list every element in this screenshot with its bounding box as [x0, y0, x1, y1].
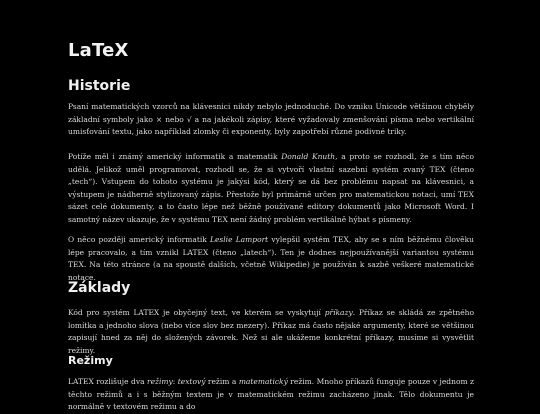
paragraph-historie-1: Psaní matematických vzorců na klávesnici nikdy nebylo jednoduché. Do vzniku Unicode většinou chyběly základní symboly jako × nebo √ a na jakékoli zápisy, které vyžadovaly zmenšování písma nebo vertikální umisťování textu, jako například zlomky či exponenty, byly zapotřebí různé podivné triky. — [68, 102, 474, 136]
text: LATEX rozlišuje dva — [68, 377, 148, 386]
term: režimy — [147, 377, 173, 386]
person-name: Donald Knuth — [281, 152, 336, 161]
text: Potíže měl i známý americký informatik a matematik — [68, 152, 282, 161]
page-title: LaTeX — [68, 40, 129, 61]
paragraph-historie-2 — [68, 151, 474, 226]
text: Kód pro systém LATEX je obyčejný text, ve kterém se vyskytují — [68, 308, 325, 317]
section-heading-rezimy: Režimy — [68, 354, 113, 367]
paragraph-historie-3 — [68, 234, 474, 284]
text: O něco později americký informatik — [68, 235, 210, 244]
text: režim. Mnoho příkazů funguje pouze v jednom z těchto režimů a i s běžným textem je v matematickém režimu zacházeno jinak. Tělo dokumentu je normálně v textovém režimu a do — [68, 377, 474, 411]
section-heading-historie: Historie — [68, 78, 131, 94]
person-name: Leslie Lamport — [210, 235, 269, 244]
section-heading-zaklady: Základy — [68, 280, 131, 296]
text: vylepšil systém TEX, aby se s ním běžnému člověku lépe pracovalo, a tím vznikl LATEX (čteno „latech“). Ten je dodnes nejpoužívanější variantou systému TEX. Na této stránce (a na spoustě dalších, včetně Wikipedie) je používán k sazbě veškeré matematické notace. — [68, 235, 474, 282]
article — [68, 40, 474, 411]
paragraph-rezimy — [68, 376, 474, 414]
text: . Příkaz se skládá ze zpětného lomítka a jednoho slova (nebo více slov bez mezery). Příkaz má často nějaké argumenty, které se většinou zapisují hned za něj do složených závorek. Než si ale ukážeme konkrétní příkazy, musíme si vysvětlit režimy. — [68, 308, 474, 355]
text: : — [172, 377, 178, 386]
term: matematický — [238, 377, 288, 386]
text: , a proto se rozhodl, že s tím něco udělá. Jelikož uměl programovat, rozhodl se, že si vytvoří vlastní sazební systém zvaný TEX (čteno „tech“). Vstupem do tohoto systému je jakýsi kód, který se dá bez problému napsat na klávesnici, a výstupem je nádherně stylizovaný zápis. Přestože byl primárně určen pro matematickou notaci, umí TEX sázet celé dokumenty, a to často lépe než běžně používané editory dokumentů jako Microsoft Word. I samotný název ukazuje, že v systému TEX není žádný problém vertikálně hýbat s písmeny. — [68, 152, 474, 224]
paragraph-zaklady — [68, 307, 474, 357]
text: režim a — [205, 377, 239, 386]
term: textový — [177, 377, 206, 386]
term: příkazy — [324, 308, 353, 317]
